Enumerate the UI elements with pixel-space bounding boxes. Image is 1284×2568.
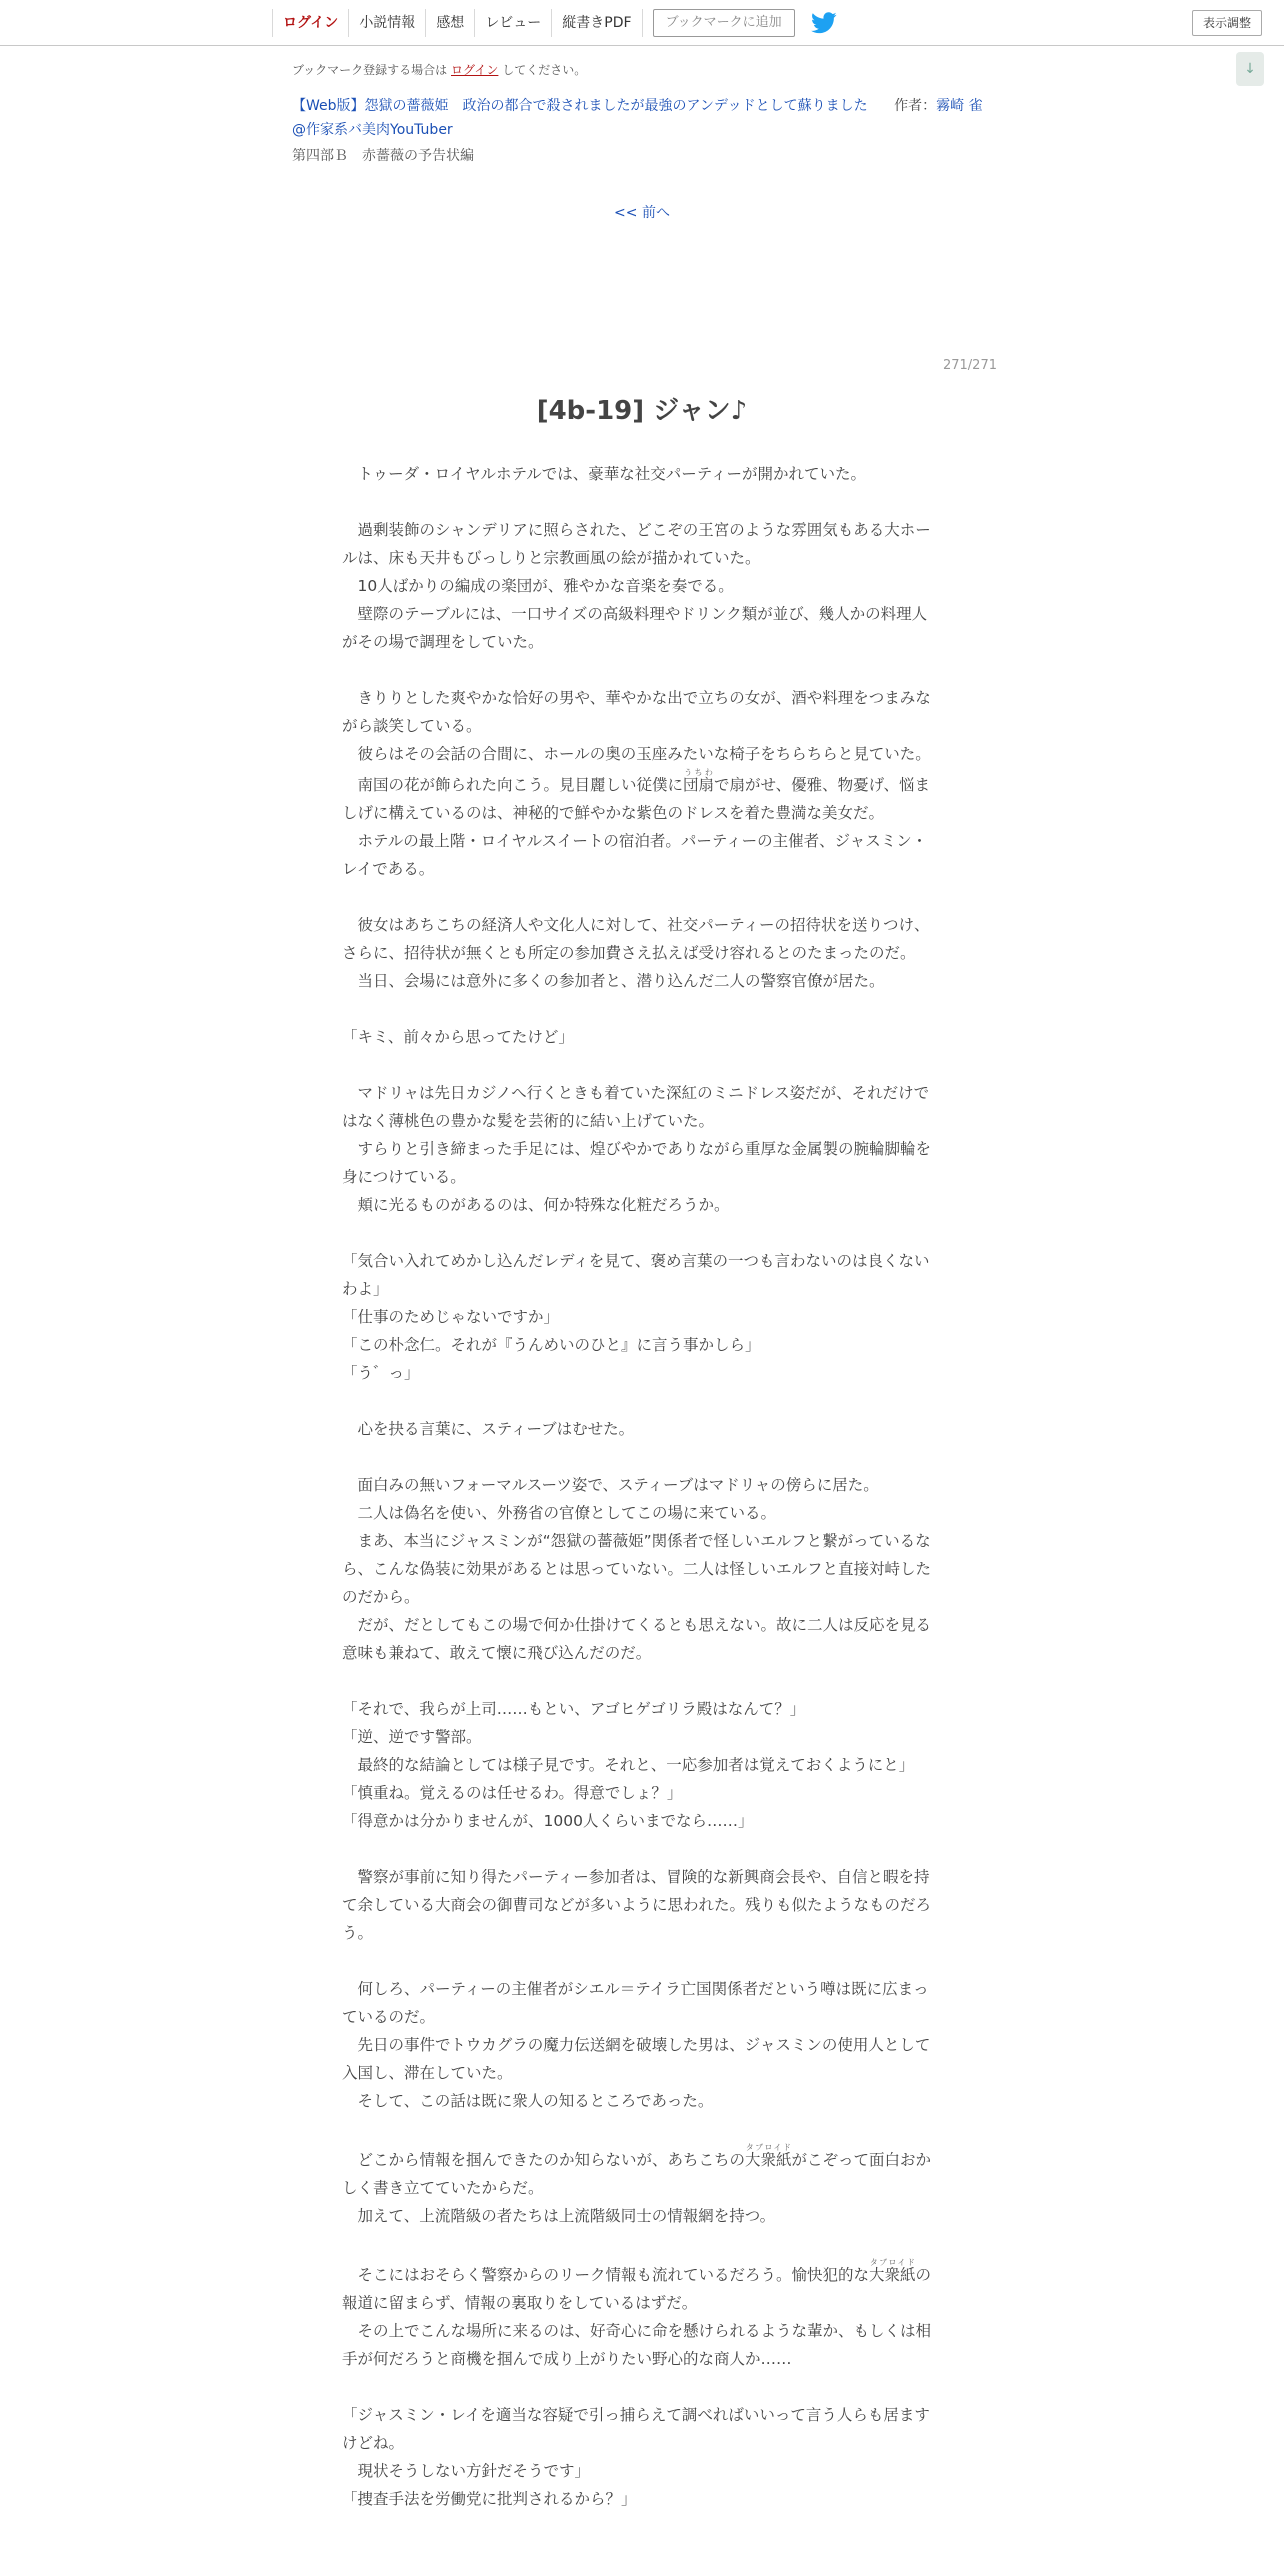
body-paragraph: 加えて、上流階級の者たちは上流階級同士の情報網を持つ。 xyxy=(342,2207,776,2225)
body-paragraph: そして、この話は既に衆人の知るところであった。 xyxy=(342,2092,714,2110)
body-paragraph: 何しろ、パーティーの主催者がシエル＝テイラ亡国関係者だという噂は既に広まっているのだ。 xyxy=(342,1980,929,2026)
body-paragraph: だが、だとしてもこの場で何か仕掛けてくるとも思えない。故に二人は反応を見る意味も兼ねて、敢えて懐に飛び込んだのだ。 xyxy=(342,1616,932,1662)
paragraph-text: 南国の花が飾られた向こう。見目麗しい従僕に xyxy=(342,776,684,794)
novel-body xyxy=(342,460,936,2513)
paragraph-text: がこぞって面白おかしく書き立てていたからだ。 xyxy=(342,2151,932,2197)
body-paragraph: 彼女はあちこちの経済人や文化人に対して、社交パーティーの招待状を送りつけ、さらに、招待状が無くとも所定の参加費さえ払えば受け容れるとのたまったのだ。 xyxy=(342,916,930,962)
episode-page-count: 271/271 xyxy=(942,358,997,373)
body-paragraph: 「捜査手法を労働党に批判されるから？」 xyxy=(342,2490,637,2508)
body-paragraph xyxy=(342,995,936,1023)
body-paragraph: 過剰装飾のシャンデリアに照らされた、どこぞの王宮のような雰囲気もある大ホールは、床も天井もびっしりと宗教画風の絵が描かれていた。 xyxy=(342,521,931,567)
nav-review-link[interactable]: レビュー xyxy=(474,9,551,37)
body-paragraph: 警察が事前に知り得たパーティー参加者は、冒険的な新興商会長や、自信と暇を持て余している大商会の御曹司などが多いように思われた。残りも似たようなものだろう。 xyxy=(342,1868,932,1942)
body-paragraph xyxy=(342,2115,936,2143)
paragraph-text: どこから情報を掴んできたのか知らないが、あちこちの xyxy=(342,2151,746,2169)
body-paragraph xyxy=(342,1051,936,1079)
ruby-reading: タブロイド xyxy=(869,2258,916,2267)
body-paragraph xyxy=(342,2143,936,2202)
ruby-base: 大衆紙 xyxy=(745,2151,792,2169)
ruby-annotation xyxy=(745,2143,792,2169)
scroll-down-button[interactable]: ↓ xyxy=(1236,52,1264,86)
paragraph-text: そこにはおそらく警察からのリーク情報も流れているだろう。愉快犯的な xyxy=(342,2266,870,2284)
body-paragraph: 面白みの無いフォーマルスーツ姿で、スティーブはマドリャの傍らに居た。 xyxy=(342,1476,879,1494)
body-paragraph xyxy=(342,1835,936,1863)
body-paragraph xyxy=(342,488,936,516)
body-paragraph xyxy=(342,883,936,911)
author-label: 作者： xyxy=(894,98,937,114)
body-paragraph: 「う゛っ」 xyxy=(342,1364,420,1382)
body-paragraph: 壁際のテーブルには、一口サイズの高級料理やドリンク類が並び、幾人かの料理人がその場で調理をしていた。 xyxy=(342,605,928,651)
body-paragraph: 先日の事件でトウカグラの魔力伝送網を破壊した男は、ジャスミンの使用人として入国し、滞在していた。 xyxy=(342,2036,931,2082)
nav-novel-info-link[interactable]: 小説情報 xyxy=(348,9,425,37)
body-paragraph: 「得意かは分かりませんが、1000人くらいまでなら……」 xyxy=(342,1812,754,1830)
body-paragraph: 心を抉る言葉に、スティーブはむせた。 xyxy=(342,1420,635,1438)
body-paragraph: 「キミ、前々から思ってたけど」 xyxy=(342,1028,574,1046)
nav-impressions-link[interactable]: 感想 xyxy=(425,9,474,37)
author-link[interactable]: 霧崎 雀 xyxy=(936,98,983,114)
body-paragraph: まあ、本当にジャスミンが“怨獄の薔薇姫”関係者で怪しいエルフと繋がっているなら、こんな偽装に効果があるとは思っていない。二人は怪しいエルフと直接対峙したのだから。 xyxy=(342,1532,932,1606)
body-paragraph xyxy=(342,1947,936,1975)
body-paragraph: すらりと引き締まった手足には、煌びやかでありながら重厚な金属製の腕輪脚輪を身につけている。 xyxy=(342,1140,932,1186)
body-paragraph xyxy=(342,1219,936,1247)
body-paragraph: 「ジャスミン・レイを適当な容疑で引っ捕らえて調べればいいって言う人らも居ますけどね。 xyxy=(342,2406,930,2452)
body-paragraph: ホテルの最上階・ロイヤルスイートの宿泊者。パーティーの主催者、ジャスミン・レイである。 xyxy=(342,832,928,878)
body-paragraph xyxy=(342,2258,936,2317)
body-paragraph: 二人は偽名を使い、外務省の官僚としてこの場に来ている。 xyxy=(342,1504,777,1522)
work-title-link[interactable]: 【Web版】怨獄の薔薇姫 政治の都合で殺されましたが最強のアンデッドとして蘇りました xyxy=(292,98,868,114)
ruby-annotation xyxy=(683,768,715,794)
ruby-annotation xyxy=(869,2258,916,2284)
body-paragraph: 頬に光るものがあるのは、何か特殊な化粧だろうか。 xyxy=(342,1196,730,1214)
body-paragraph: 「慎重ね。覚えるのは任せるわ。得意でしょ？」 xyxy=(342,1784,683,1802)
ruby-reading: うちわ xyxy=(683,768,715,777)
ruby-reading: タブロイド xyxy=(745,2143,792,2152)
top-navigation-bar xyxy=(0,0,1284,46)
bookmark-login-link[interactable]: ログイン xyxy=(451,63,499,77)
body-paragraph: 彼らはその会話の合間に、ホールの奥の玉座みたいな椅子をちらちらと見ていた。 xyxy=(342,745,931,763)
body-paragraph xyxy=(342,2373,936,2401)
prev-episode-link[interactable]: << 前へ xyxy=(614,205,670,221)
body-paragraph: 10人ばかりの編成の楽団が、雅やかな音楽を奏でる。 xyxy=(342,577,734,595)
body-paragraph xyxy=(342,1443,936,1471)
body-paragraph: 「この朴念仁。それが『うんめいのひと』に言う事かしら」 xyxy=(342,1336,761,1354)
nav-vertical-pdf-link[interactable]: 縦書きPDF xyxy=(551,9,642,37)
bookmark-note-suffix: してください。 xyxy=(502,63,587,77)
body-paragraph: 「仕事のためじゃないですか」 xyxy=(342,1308,560,1326)
body-paragraph: 「逆、逆です警部。 xyxy=(342,1728,482,1746)
add-bookmark-button[interactable]: ブックマークに追加 xyxy=(653,9,795,37)
body-paragraph: トゥーダ・ロイヤルホテルでは、豪華な社交パーティーが開かれていた。 xyxy=(342,465,866,483)
main-nav xyxy=(272,0,837,46)
body-paragraph xyxy=(342,1387,936,1415)
nav-login-link[interactable]: ログイン xyxy=(272,9,348,37)
display-settings-button[interactable]: 表示調整 xyxy=(1192,10,1262,36)
body-paragraph: 当日、会場には意外に多くの参加者と、潜り込んだ二人の警察官僚が居た。 xyxy=(342,972,885,990)
body-paragraph xyxy=(342,768,936,827)
body-paragraph: その上でこんな場所に来るのは、好奇心に命を懸けられるような輩か、もしくは相手が何だろうと商機を掴んで成り上がりたい野心的な商人か…… xyxy=(342,2322,932,2368)
body-paragraph: 最終的な結論としては様子見です。それと、一応参加者は覚えておくようにと」 xyxy=(342,1756,915,1774)
paragraph-text: の報道に留まらず、情報の裏取りをしているはずだ。 xyxy=(342,2266,932,2312)
work-title-row xyxy=(292,94,1012,142)
ruby-base: 団扇 xyxy=(683,776,715,794)
body-paragraph: マドリャは先日カジノへ行くときも着ていた深紅のミニドレス姿だが、それだけではなく薄桃色の豊かな髪を芸術的に結い上げていた。 xyxy=(342,1084,930,1130)
bookmark-login-note xyxy=(292,56,1012,84)
paragraph-text: で扇がせ、優雅、物憂げ、悩ましげに構えているのは、神秘的で鮮やかな紫色のドレスを着た豊満な美女だ。 xyxy=(342,776,930,822)
body-paragraph: 「気合い入れてめかし込んだレディを見て、褒め言葉の一つも言わないのは良くないわよ」 xyxy=(342,1252,930,1298)
work-info xyxy=(292,56,1012,168)
ruby-base: 大衆紙 xyxy=(869,2266,916,2284)
author-subtitle-link[interactable]: @作家系バ美肉YouTuber xyxy=(292,122,453,138)
episode-title: [4b-19] ジャン♪ xyxy=(536,396,748,426)
twitter-icon[interactable] xyxy=(811,12,837,34)
body-paragraph xyxy=(342,1667,936,1695)
body-paragraph: きりりとした爽やかな恰好の男や、華やかな出で立ちの女が、酒や料理をつまみながら談笑している。 xyxy=(342,689,931,735)
body-paragraph xyxy=(342,656,936,684)
body-paragraph: 「それで、我らが上司……もとい、アゴヒゲゴリラ殿はなんて？」 xyxy=(342,1700,806,1718)
bookmark-note-text: ブックマーク登録する場合は xyxy=(292,63,448,77)
body-paragraph: 現状そうしない方針だそうです」 xyxy=(342,2462,591,2480)
body-paragraph xyxy=(342,2230,936,2258)
chapter-title: 第四部Ｂ 赤薔薇の予告状編 xyxy=(292,148,474,164)
